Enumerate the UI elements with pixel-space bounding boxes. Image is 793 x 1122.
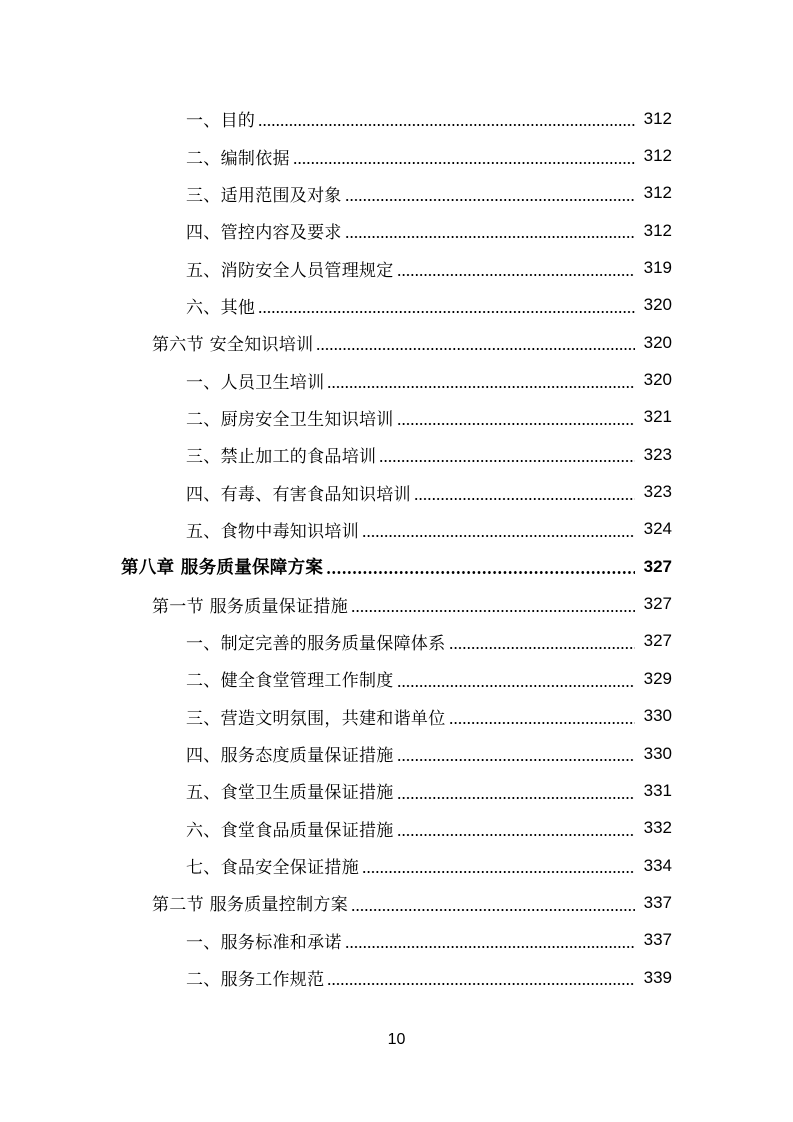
toc-entry-page: 319 <box>643 258 672 278</box>
toc-entry[interactable] <box>0 698 793 735</box>
toc-entry-page: 323 <box>643 444 672 464</box>
toc-leader-dots <box>345 236 635 238</box>
toc-entry-title: 五、食堂卫生质量保证措施 <box>186 783 394 804</box>
toc-leader-dots <box>397 797 635 799</box>
toc-entry-title: 四、有毒、有害食品知识培训 <box>186 484 411 505</box>
toc-entry[interactable] <box>0 361 793 398</box>
toc-entry[interactable] <box>0 847 793 884</box>
toc-entry-title: 三、营造文明氛围，共建和谐单位 <box>186 708 446 729</box>
toc-entry-page: 327 <box>643 631 672 651</box>
toc-entry-page: 320 <box>643 370 672 390</box>
toc-leader-dots <box>414 498 635 500</box>
toc-entry-page: 334 <box>643 855 672 875</box>
toc-entry-page: 324 <box>643 519 672 539</box>
toc-entry-title: 六、食堂食品质量保证措施 <box>186 820 394 841</box>
toc-leader-dots <box>397 423 635 425</box>
toc-entry-page: 320 <box>643 295 672 315</box>
toc-entry-title: 七、食品安全保证措施 <box>186 858 359 879</box>
toc-entry-page: 321 <box>643 407 672 427</box>
toc-entry[interactable] <box>0 735 793 772</box>
page-number: 10 <box>387 1031 406 1048</box>
toc-leader-dots <box>362 871 635 873</box>
toc-leader-dots <box>258 311 635 313</box>
toc-leader-dots <box>397 685 635 687</box>
toc-entry-page: 327 <box>643 594 672 614</box>
toc-entry-title: 六、其他 <box>186 297 256 318</box>
toc-entry-page: 331 <box>643 780 672 800</box>
toc-entry[interactable] <box>0 249 793 286</box>
toc-entry-title: 四、管控内容及要求 <box>186 223 342 244</box>
toc-entry-title: 五、食物中毒知识培训 <box>186 521 359 542</box>
toc-entry-page: 337 <box>643 930 672 950</box>
toc-entry-title: 三、禁止加工的食品培训 <box>186 447 377 468</box>
toc-leader-dots <box>327 983 635 985</box>
toc-leader-dots <box>327 386 635 388</box>
toc-entry-page: 323 <box>643 482 672 502</box>
toc-entry-page: 339 <box>643 967 672 987</box>
toc-leader-dots <box>449 647 636 649</box>
toc-entry-title: 二、服务工作规范 <box>186 970 325 991</box>
toc-section-entry[interactable] <box>0 585 793 622</box>
table-of-contents <box>0 100 793 996</box>
toc-entry-title: 五、消防安全人员管理规定 <box>186 260 394 281</box>
toc-entry[interactable] <box>0 287 793 324</box>
toc-entry-title: 第六节 安全知识培训 <box>152 335 314 356</box>
toc-entry-page: 330 <box>643 743 672 763</box>
toc-entry[interactable] <box>0 137 793 174</box>
toc-entry-title: 一、制定完善的服务质量保障体系 <box>186 633 446 654</box>
toc-leader-dots <box>351 610 635 612</box>
toc-leader-dots <box>397 759 635 761</box>
toc-section-entry[interactable] <box>0 324 793 361</box>
toc-leader-dots <box>258 124 635 126</box>
toc-entry-page: 327 <box>643 556 672 576</box>
toc-entry[interactable] <box>0 623 793 660</box>
toc-entry-title: 一、目的 <box>186 111 256 132</box>
toc-entry-title: 二、编制依据 <box>186 148 290 169</box>
toc-entry-page: 329 <box>643 668 672 688</box>
toc-entry-title: 一、人员卫生培训 <box>186 372 325 393</box>
toc-leader-dots <box>345 199 635 201</box>
toc-leader-dots <box>326 571 635 574</box>
toc-entry[interactable] <box>0 399 793 436</box>
toc-chapter-entry[interactable] <box>0 548 793 585</box>
toc-entry-page: 312 <box>643 108 672 128</box>
toc-entry-title: 第二节 服务质量控制方案 <box>152 895 349 916</box>
toc-entry-page: 312 <box>643 220 672 240</box>
toc-entry-title: 二、厨房安全卫生知识培训 <box>186 409 394 430</box>
toc-entry[interactable] <box>0 175 793 212</box>
toc-entry[interactable] <box>0 660 793 697</box>
toc-leader-dots <box>293 162 635 164</box>
toc-leader-dots <box>379 460 635 462</box>
toc-entry[interactable] <box>0 212 793 249</box>
toc-entry-page: 332 <box>643 818 672 838</box>
toc-leader-dots <box>397 274 635 276</box>
toc-entry[interactable] <box>0 100 793 137</box>
toc-entry-title: 第一节 服务质量保证措施 <box>152 596 349 617</box>
toc-entry[interactable] <box>0 772 793 809</box>
toc-entry[interactable] <box>0 436 793 473</box>
toc-entry-page: 320 <box>643 332 672 352</box>
toc-entry-title: 一、服务标准和承诺 <box>186 932 342 953</box>
toc-leader-dots <box>351 909 635 911</box>
toc-entry[interactable] <box>0 922 793 959</box>
toc-entry-page: 337 <box>643 892 672 912</box>
toc-entry-title: 第八章 服务质量保障方案 <box>121 558 324 579</box>
toc-entry[interactable] <box>0 473 793 510</box>
toc-entry[interactable] <box>0 511 793 548</box>
toc-leader-dots <box>449 722 636 724</box>
toc-leader-dots <box>362 535 635 537</box>
toc-leader-dots <box>345 946 635 948</box>
toc-entry-title: 四、服务态度质量保证措施 <box>186 746 394 767</box>
toc-leader-dots <box>316 348 635 350</box>
toc-entry-title: 三、适用范围及对象 <box>186 185 342 206</box>
toc-leader-dots <box>397 834 635 836</box>
toc-entry[interactable] <box>0 959 793 996</box>
toc-entry-page: 312 <box>643 183 672 203</box>
toc-entry-page: 330 <box>643 706 672 726</box>
toc-section-entry[interactable] <box>0 884 793 921</box>
toc-entry-page: 312 <box>643 146 672 166</box>
toc-entry[interactable] <box>0 810 793 847</box>
toc-entry-title: 二、健全食堂管理工作制度 <box>186 671 394 692</box>
